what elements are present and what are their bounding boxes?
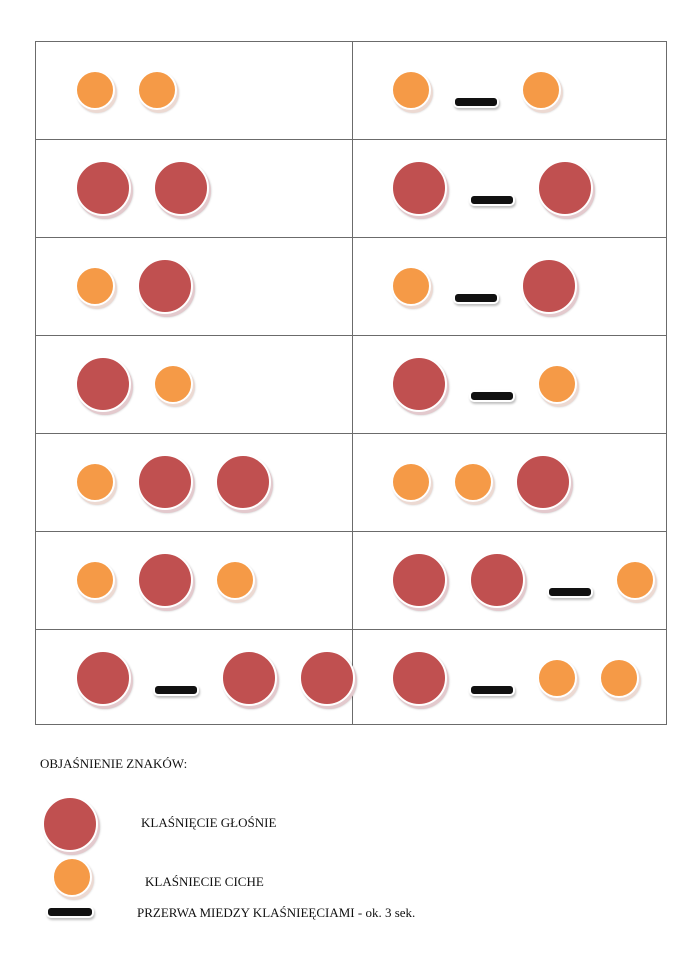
loud-clap-icon	[299, 650, 355, 706]
legend-loud-label: KLAŚNIĘCIE GŁOŚNIE	[141, 815, 277, 830]
pause-icon	[46, 906, 94, 918]
loud-clap-icon	[215, 454, 271, 510]
grid-row-divider	[36, 237, 666, 238]
pause-icon	[469, 194, 515, 206]
pause-icon	[547, 586, 593, 598]
loud-clap-icon	[137, 552, 193, 608]
grid-column-divider	[352, 42, 353, 724]
soft-clap-icon	[599, 658, 639, 698]
loud-clap-icon	[137, 454, 193, 510]
loud-clap-icon	[75, 356, 131, 412]
soft-clap-icon	[75, 560, 115, 600]
loud-clap-icon	[537, 160, 593, 216]
loud-clap-icon	[515, 454, 571, 510]
legend-soft-label: KLAŚNIECIE CICHE	[145, 874, 264, 889]
loud-clap-icon	[469, 552, 525, 608]
soft-clap-icon	[215, 560, 255, 600]
loud-clap-icon	[137, 258, 193, 314]
grid-row-divider	[36, 629, 666, 630]
soft-clap-icon	[391, 70, 431, 110]
loud-clap-icon	[153, 160, 209, 216]
legend-pause-label: PRZERWA MIEDZY KLAŚNIEĘCIAMI - ok. 3 sek.	[137, 905, 416, 920]
soft-clap-icon	[137, 70, 177, 110]
soft-clap-icon	[391, 462, 431, 502]
loud-clap-icon	[391, 160, 447, 216]
loud-clap-icon	[75, 160, 131, 216]
loud-clap-icon	[221, 650, 277, 706]
loud-clap-icon	[391, 552, 447, 608]
loud-clap-icon	[391, 650, 447, 706]
soft-clap-icon	[75, 462, 115, 502]
soft-clap-icon	[75, 70, 115, 110]
soft-clap-icon	[537, 658, 577, 698]
pause-icon	[469, 390, 515, 402]
grid-row-divider	[36, 335, 666, 336]
grid-row-divider	[36, 531, 666, 532]
loud-clap-icon	[42, 796, 98, 852]
soft-clap-icon	[521, 70, 561, 110]
legend-heading: OBJAŚNIENIE ZNAKÓW:	[40, 756, 188, 771]
soft-clap-icon	[537, 364, 577, 404]
grid-row-divider	[36, 433, 666, 434]
grid-row-divider	[36, 139, 666, 140]
pause-icon	[453, 96, 499, 108]
loud-clap-icon	[521, 258, 577, 314]
pause-icon	[153, 684, 199, 696]
soft-clap-icon	[52, 857, 92, 897]
soft-clap-icon	[615, 560, 655, 600]
soft-clap-icon	[391, 266, 431, 306]
loud-clap-icon	[391, 356, 447, 412]
soft-clap-icon	[153, 364, 193, 404]
soft-clap-icon	[453, 462, 493, 502]
pause-icon	[453, 292, 499, 304]
pause-icon	[469, 684, 515, 696]
loud-clap-icon	[75, 650, 131, 706]
soft-clap-icon	[75, 266, 115, 306]
